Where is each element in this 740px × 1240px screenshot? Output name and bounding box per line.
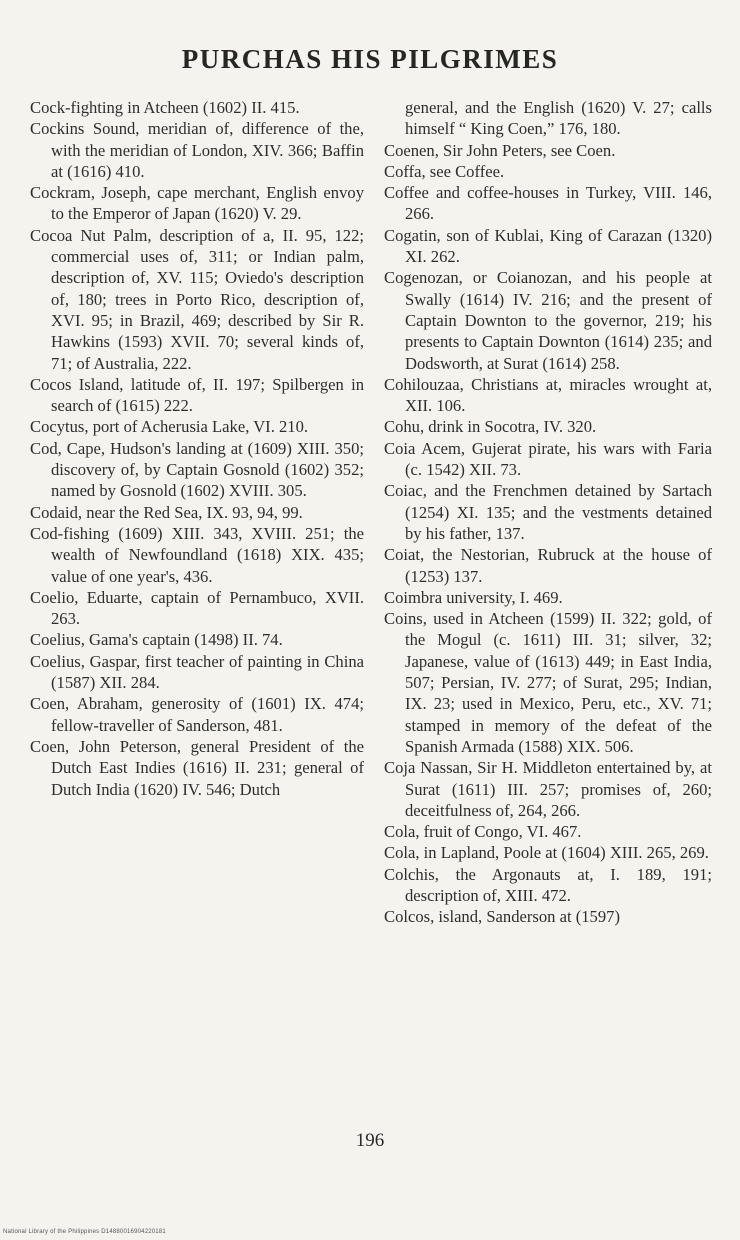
- page-title: PURCHAS HIS PILGRIMES: [181, 44, 559, 74]
- index-entry: Coiat, the Nestorian, Rubruck at the house of (1253) 137.: [384, 545, 712, 586]
- index-entry: Cocytus, port of Acherusia Lake, VI. 210.: [30, 417, 309, 437]
- index-entry: Cod, Cape, Hudson's landing at (1609) XIII. 350; discovery of, by Captain Gosnold (1602) 352; named by Gosnold (1602) XVIII. 305.: [30, 438, 364, 501]
- index-entry: Coffa, see Coffee.: [384, 161, 505, 181]
- index-entry: Coffee and coffee-houses in Turkey, VIII. 146, 266.: [384, 183, 712, 224]
- index-entry: Cohu, drink in Socotra, IV. 320.: [384, 417, 597, 437]
- index-entry: Coelio, Eduarte, captain of Pernambuco, XVII. 263.: [30, 587, 364, 629]
- index-entry: Coelius, Gaspar, first teacher of painting in China (1587) XII. 284.: [30, 651, 364, 693]
- index-entry: Cockram, Joseph, cape merchant, English envoy to the Emperor of Japan (1620) V. 29.: [30, 183, 364, 224]
- index-entry: Cocoa Nut Palm, description of a, II. 95, 122; commercial uses of, 311; or Indian palm, description of, XV. 115; Oviedo's description of, 180; trees in Porto Rico, description of, XVI. 95; in Brazil, 469; described by Sir R. Hawkins (1593) XVII. 70; several kinds of, 71; of Australia, 222.: [30, 225, 364, 373]
- index-entry: Cola, in Lapland, Poole at (1604) XIII. 265, 269.: [384, 843, 709, 863]
- index-entry: Cocos Island, latitude of, II. 197; Spilbergen in search of (1615) 222.: [30, 374, 364, 416]
- index-entry: Colcos, island, Sanderson at (1597): [384, 907, 620, 927]
- index-entry: Cod-fishing (1609) XIII. 343, XVIII. 251; the wealth of Newfoundland (1618) XIX. 435; value of one year's, 436.: [30, 523, 364, 586]
- index-entry: Cogenozan, or Coianozan, and his people at Swally (1614) IV. 216; and the present of Captain Downton to the governor, 219; his presents to Captain Downton (1614) 235; and Dodsworth, at Surat (1614) 258.: [384, 268, 712, 373]
- index-entry: Coelius, Gama's captain (1498) II. 74.: [30, 630, 283, 650]
- index-entry: Codaid, near the Red Sea, IX. 93, 94, 99.: [30, 502, 303, 522]
- index-entry-continuation: general, and the English (1620) V. 27; calls himself “ King Coen,” 176, 180.: [405, 98, 712, 139]
- index-entry: Cockins Sound, meridian of, difference of the, with the meridian of London, XIV. 366; Baffin at (1616) 410.: [30, 119, 364, 181]
- index-entry: Coins, used in Atcheen (1599) II. 322; gold, of the Mogul (c. 1611) III. 31; silver, 32; Japanese, value of (1613) 449; in East India, 507; Persian, IV. 277; of Surat, 295; Indian, IX. 23; used in Mexico, Peru, etc., XV. 71; stamped in memory of the defeat of the Spanish Armada (1588) XIX. 506.: [384, 609, 712, 756]
- index-entry: Colchis, the Argonauts at, I. 189, 191; description of, XIII. 472.: [384, 864, 712, 905]
- index-entry: Coen, John Peterson, general President of the Dutch East Indies (1616) II. 231; general of Dutch India (1620) IV. 546; Dutch: [30, 736, 364, 799]
- index-entry: Cogatin, son of Kublai, King of Carazan (1320) XI. 262.: [384, 225, 712, 267]
- index-entry: Coenen, Sir John Peters, see Coen.: [384, 140, 616, 160]
- index-entry: Coen, Abraham, generosity of (1601) IX. 474; fellow-traveller of Sanderson, 481.: [30, 694, 364, 735]
- index-entry: Coiac, and the Frenchmen detained by Sartach (1254) XI. 135; and the vestments detained by his father, 137.: [384, 481, 712, 543]
- index-column-left: [30, 97, 364, 800]
- index-column-right: [384, 97, 712, 928]
- index-entry: Cola, fruit of Congo, VI. 467.: [384, 822, 582, 842]
- index-entry: Coja Nassan, Sir H. Middleton entertained by, at Surat (1611) III. 257; promises of, 260; deceitfulness of, 264, 266.: [384, 758, 712, 820]
- page-number: 196: [355, 1130, 385, 1151]
- index-entry: Cohilouzaa, Christians at, miracles wrought at, XII. 106.: [384, 374, 712, 416]
- scan-footer-note: National Library of the Philippines D14880016904220181: [3, 1229, 166, 1235]
- index-entry: Coimbra university, I. 469.: [384, 587, 563, 607]
- index-entry: Coia Acem, Gujerat pirate, his wars with Faria (c. 1542) XII. 73.: [384, 438, 712, 480]
- index-entry: Cock-fighting in Atcheen (1602) II. 415.: [30, 98, 300, 117]
